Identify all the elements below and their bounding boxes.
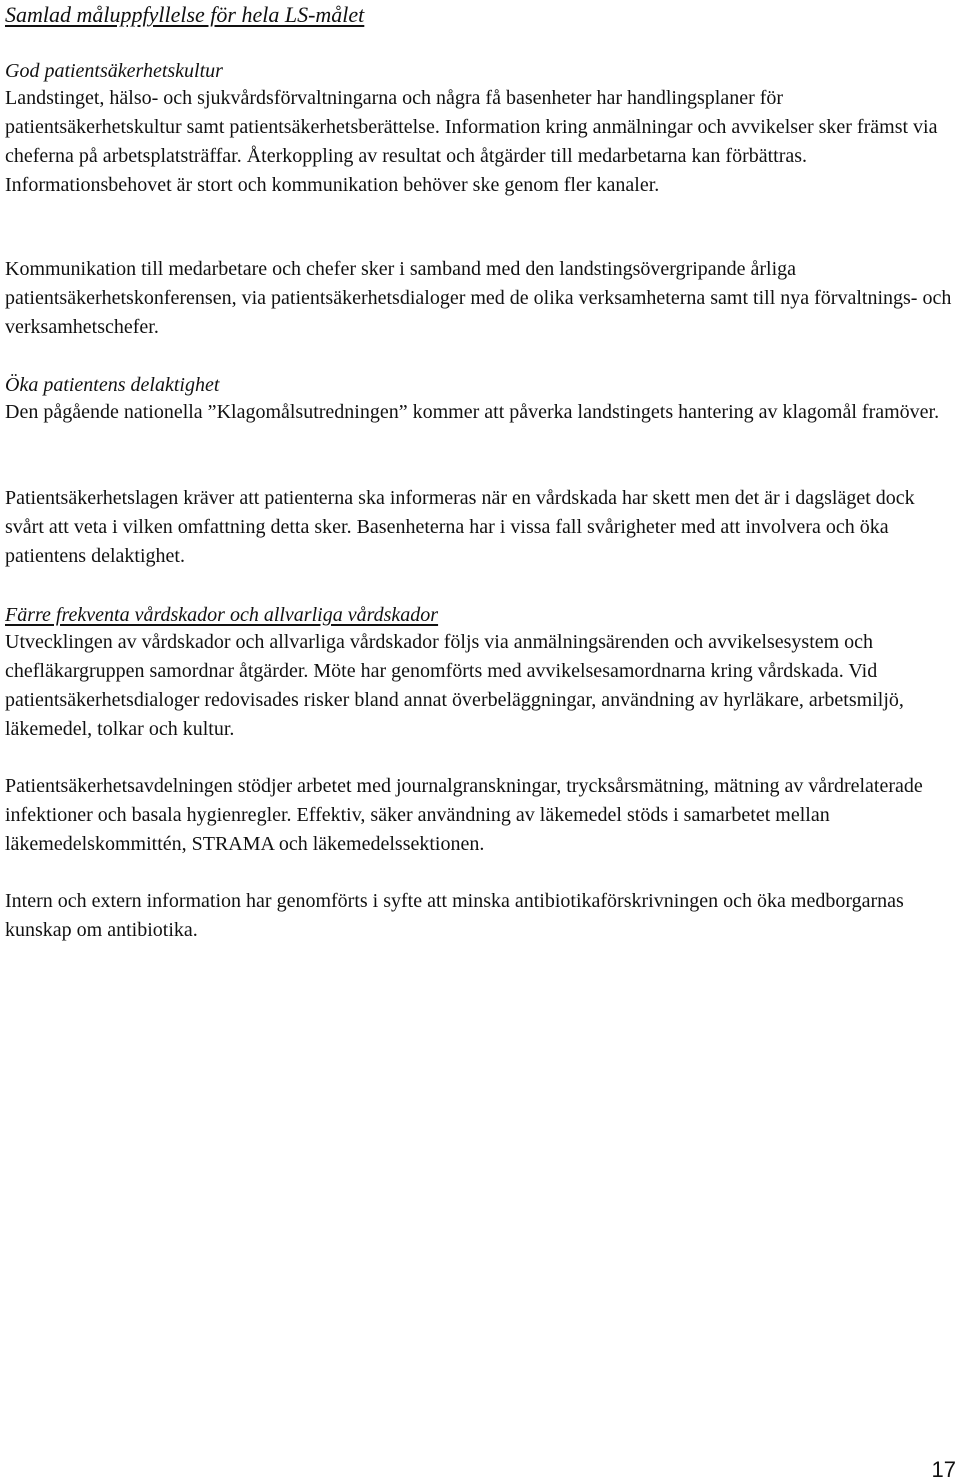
section-patient-participation: [5, 372, 955, 427]
paragraph: Landstinget, hälso- och sjukvårdsförvaltningarna och några få basenheter har handlingsplaner för patientsäkerhetskultur samt patientsäkerhetsberättelse. Information kring anmälningar och avvikelser sker främst via cheferna på arbetsplatsträffar. Återkoppling av resultat och åtgärder till medarbetarna kan förbättras. Informationsbehovet är stort och kommunikation behöver ske genom fler kanaler.: [5, 87, 938, 196]
paragraph: Den pågående nationella ”Klagomålsutredningen” kommer att påverka landstingets hantering av klagomål framöver.: [5, 401, 940, 423]
section-care-injuries: [5, 602, 955, 744]
paragraph: Kommunikation till medarbetare och chefer sker i samband med den landstingsövergripande årliga patientsäkerhetskonferensen, via patientsäkerhetsdialoger med de olika verksamheterna samt till nya förvaltnings- och verksamhetschefer.: [5, 258, 952, 338]
section-heading: Färre frekventa vårdskador och allvarliga vårdskador: [5, 604, 439, 626]
section-patient-safety-culture: [5, 58, 955, 200]
paragraph: Patientsäkerhetslagen kräver att patienterna ska informeras när en vårdskada har skett men det är i dagsläget dock svårt att veta i vilken omfattning detta sker. Basenheterna har i vissa fall svårigheter med att involvera och öka patientens delaktighet.: [5, 487, 915, 567]
page-title: Samlad måluppfyllelse för hela LS-målet: [5, 2, 365, 27]
paragraph: Patientsäkerhetsavdelningen stödjer arbetet med journalgranskningar, trycksårsmätning, mätning av vårdrelaterade infektioner och basala hygienregler. Effektiv, säker användning av läkemedel stöds i samarbetet mellan läkemedelskommittén, STRAMA och läkemedelssektionen.: [5, 775, 923, 855]
paragraph: Intern och extern information har genomförts i syfte att minska antibiotikaförskrivningen och öka medborgarnas kunskap om antibiotika.: [5, 890, 904, 941]
page-number: 17: [931, 1457, 956, 1482]
section-heading: Öka patientens delaktighet: [5, 374, 220, 396]
paragraph: Utvecklingen av vårdskador och allvarliga vårdskador följs via anmälningsärenden och avvikelsesystem och chefläkargruppen samordnar åtgärder. Möte har genomförts med avvikelsesamordnarna kring vårdskada. Vid patientsäkerhetsdialoger redovisades risker bland annat överbeläggningar, användning av hyrläkare, arbetsmiljö, läkemedel, tolkar och kultur.: [5, 631, 904, 740]
section-heading: God patientsäkerhetskultur: [5, 60, 223, 82]
